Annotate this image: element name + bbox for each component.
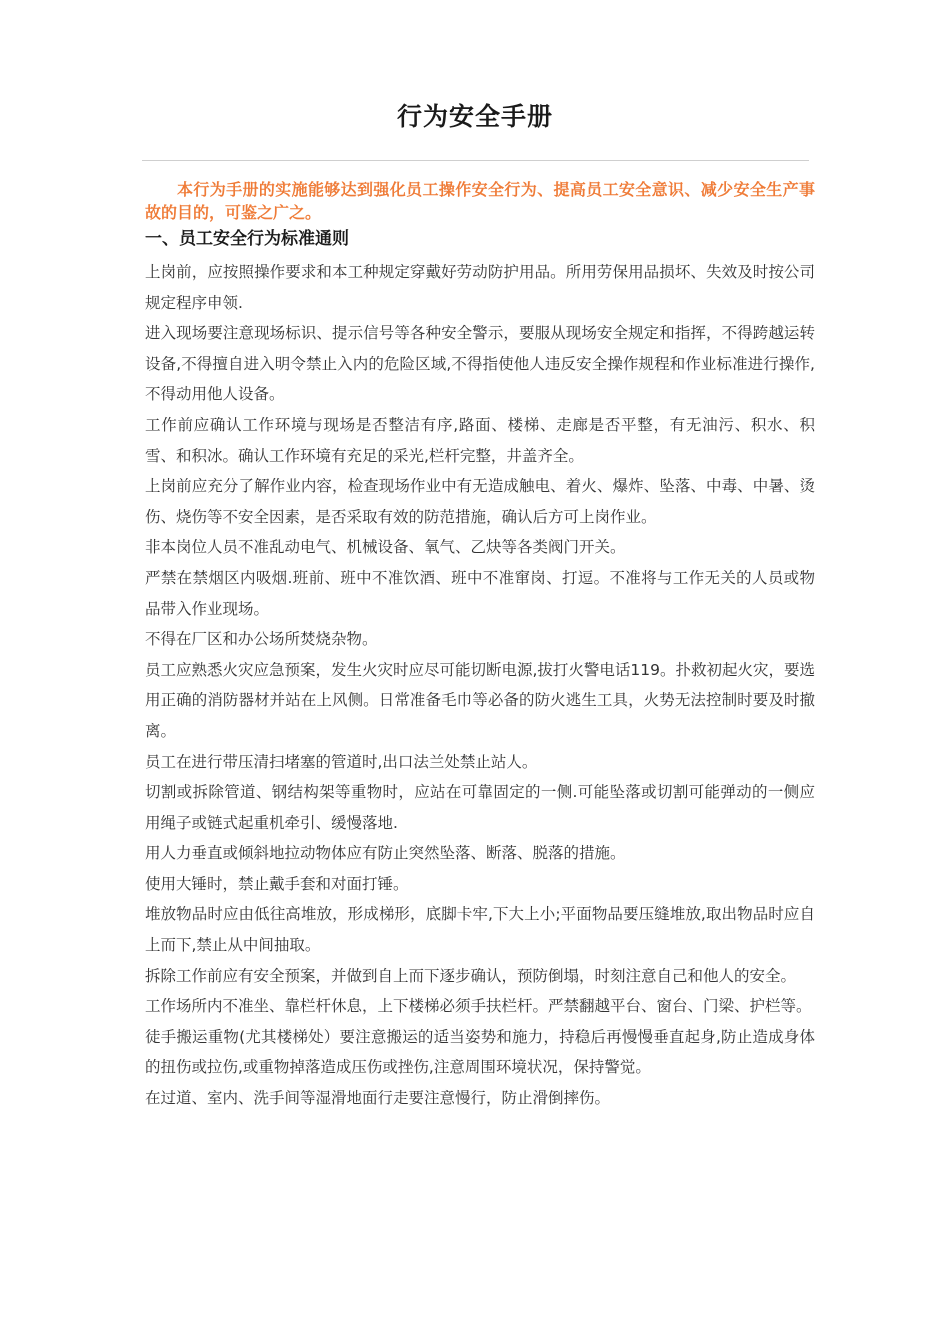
rule-paragraph: 工作场所内不准坐、靠栏杆休息，上下楼梯必须手扶栏杆。严禁翻越平台、窗台、门梁、护栏等。 <box>145 997 812 1016</box>
rule-paragraph: 上岗前应充分了解作业内容，检查现场作业中有无造成触电、着火、爆炸、坠落、中毒、中暑、烫伤、烧伤等不安全因素，是否采取有效的防范措施，确认后方可上岗作业。 <box>145 477 815 526</box>
rule-paragraph: 在过道、室内、洗手间等湿滑地面行走要注意慢行，防止滑倒摔伤。 <box>145 1089 611 1108</box>
rule-paragraph: 严禁在禁烟区内吸烟.班前、班中不准饮酒、班中不准窜岗、打逗。不准将与工作无关的人员或物品带入作业现场。 <box>145 568 815 618</box>
rule-paragraph: 用人力垂直或倾斜地拉动物体应有防止突然坠落、断落、脱落的措施。 <box>145 844 626 863</box>
rule-paragraph: 切割或拆除管道、钢结构架等重物时，应站在可靠固定的一侧.可能坠落或切割可能弹动的一侧应用绳子或链式起重机牵引、缓慢落地. <box>145 783 815 832</box>
rule-paragraph: 进入现场要注意现场标识、提示信号等各种安全警示，要服从现场安全规定和指挥，不得跨越运转设备,不得擅自进入明令禁止入内的危险区域,不得指使他人违反安全操作规程和作业标准进行操作,不得动用他人设备。 <box>145 324 815 404</box>
document-title: 行为安全手册 <box>396 102 553 131</box>
rule-paragraph: 堆放物品时应由低往高堆放，形成梯形，底脚卡牢,下大上小;平面物品要压缝堆放,取出物品时应自上而下,禁止从中间抽取。 <box>145 905 815 955</box>
title-divider <box>142 160 809 161</box>
rule-paragraph: 工作前应确认工作环境与现场是否整洁有序,路面、楼梯、走廊是否平整，有无油污、积水、积雪、和积冰。确认工作环境有充足的采光,栏杆完整，井盖齐全。 <box>145 415 815 465</box>
intro-paragraph: 本行为手册的实施能够达到强化员工操作安全行为、提高员工安全意识、减少安全生产事故的目的，可鉴之广之。 <box>145 180 815 222</box>
rule-paragraph: 不得在厂区和办公场所焚烧杂物。 <box>145 630 378 649</box>
rule-paragraph: 徒手搬运重物(尤其楼梯处）要注意搬运的适当姿势和施力，持稳后再慢慢垂直起身,防止造成身体的扭伤或拉伤,或重物掉落造成压伤或挫伤,注意周围环境状况，保持警觉。 <box>145 1027 815 1077</box>
rule-paragraph: 员工应熟悉火灾应急预案，发生火灾时应尽可能切断电源,拔打火警电话119。扑救初起火灾，要选用正确的消防器材并站在上风侧。日常准备毛巾等必备的防火逃生工具，火势无法控制时要及时撤离。 <box>145 660 816 740</box>
rule-paragraph: 拆除工作前应有安全预案，并做到自上而下逐步确认，预防倒塌，时刻注意自己和他人的安全。 <box>145 966 797 985</box>
document-body <box>145 178 815 1114</box>
rule-paragraph: 员工在进行带压清扫堵塞的管道时,出口法兰处禁止站人。 <box>145 752 538 771</box>
rule-paragraph: 使用大锤时，禁止戴手套和对面打锤。 <box>145 874 409 893</box>
rule-paragraph: 非本岗位人员不准乱动电气、机械设备、氧气、乙炔等各类阀门开关。 <box>145 538 626 557</box>
section-heading: 一、员工安全行为标准通则 <box>145 229 349 249</box>
rule-paragraph: 上岗前，应按照操作要求和本工种规定穿戴好劳动防护用品。所用劳保用品损坏、失效及时按公司规定程序申领. <box>145 263 815 312</box>
